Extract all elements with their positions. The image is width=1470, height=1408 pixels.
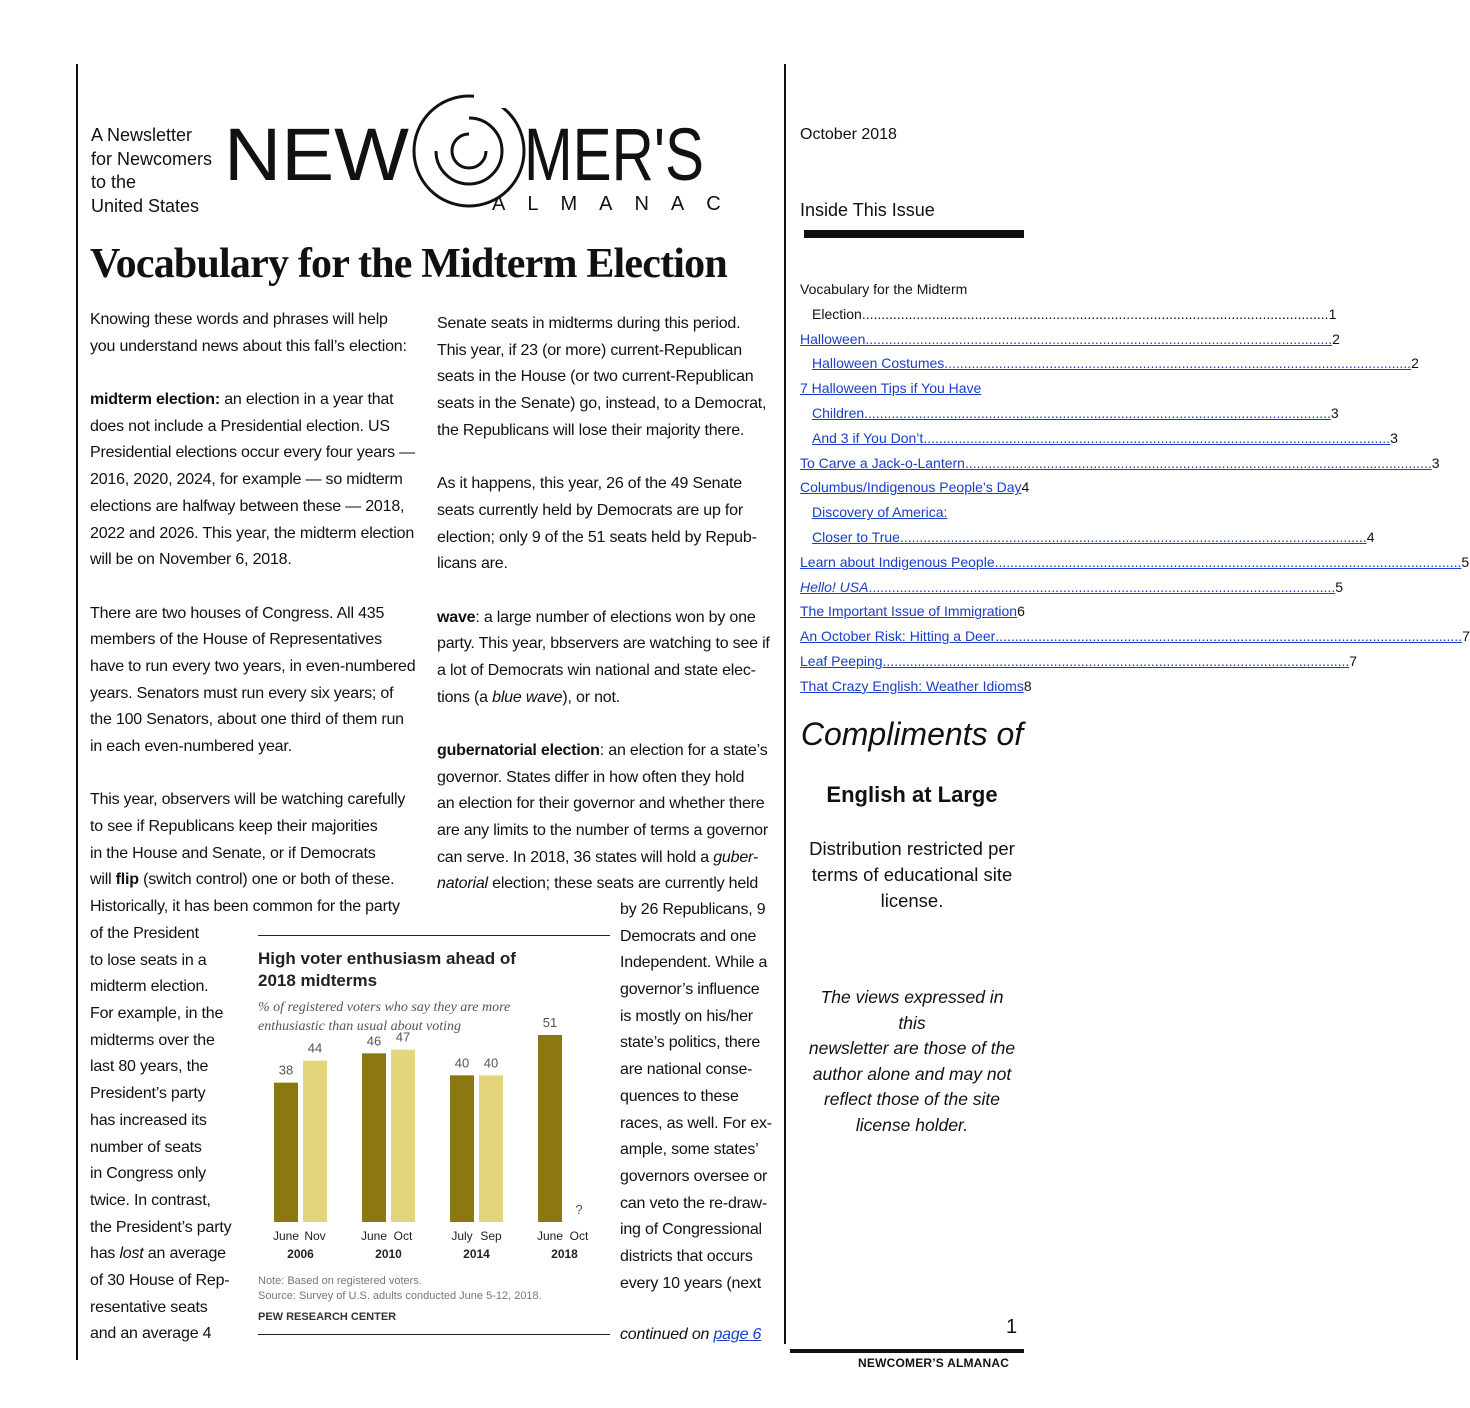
article-line: last 80 years, the: [90, 1058, 209, 1076]
table-of-contents: [800, 277, 1470, 699]
left-column-rule: [76, 64, 78, 1360]
article-line: [437, 578, 777, 605]
article-left-wrap-column: [90, 921, 240, 1348]
toc-item-page: 3: [1330, 404, 1339, 421]
toc-item[interactable]: [800, 674, 1032, 699]
chart-tick-label: Sep: [480, 1229, 502, 1243]
toc-item[interactable]: [800, 525, 1375, 550]
logo-subtext: ALMANAC: [492, 193, 743, 215]
toc-item: [800, 302, 1337, 327]
article-line: ample, some states’: [620, 1141, 759, 1159]
article-line: will be on November 6, 2018.: [90, 551, 292, 569]
toc-item-title[interactable]: An October Risk: Hitting a Deer: [800, 628, 996, 645]
toc-item-title[interactable]: Leaf Peeping: [800, 652, 883, 669]
article-line: quences to these: [620, 1087, 739, 1105]
chart-tick-label: Nov: [304, 1229, 326, 1243]
issue-date: October 2018: [800, 126, 897, 143]
toc-item-page: 1: [1328, 305, 1337, 322]
compliments-heading: Compliments of: [800, 716, 1024, 752]
svg-text:NEW: NEW: [224, 113, 410, 196]
article-line: natorial election; these seats are currently held: [437, 875, 759, 893]
chart-tick-label: June: [360, 1229, 388, 1243]
toc-item-page: 6: [1017, 603, 1025, 620]
toc-item[interactable]: [800, 327, 1340, 352]
toc-item[interactable]: [800, 599, 1025, 624]
toc-item-title[interactable]: The Important Issue of Immigration: [800, 603, 1018, 620]
toc-leader: [995, 550, 1462, 575]
toc-item-page: 4: [1366, 528, 1375, 545]
article-line: an election for their governor and whether there: [437, 795, 765, 813]
article-line: a lot of Democrats win national and state elec-: [437, 661, 756, 679]
article-line: party. This year, bbservers are watching to see if: [437, 635, 770, 653]
toc-item-title[interactable]: Closer to True: [812, 528, 900, 545]
article-line: gubernatorial election: an election for a state’s: [437, 742, 768, 759]
toc-item-title[interactable]: 7 Halloween Tips if You Have: [800, 380, 982, 397]
article-line: This year, if 23 (or more) current-Republican: [437, 341, 742, 359]
chart-data-label: 51: [542, 1015, 558, 1030]
article-line: This year, observers will be watching carefully: [90, 791, 406, 809]
article-line: to see if Republicans keep their majorities: [90, 818, 378, 836]
article-line: There are two houses of Congress. All 435: [90, 604, 385, 622]
toc-item-page: 3: [1390, 429, 1398, 446]
svg-text:MER'S: MER'S: [524, 113, 704, 196]
toc-item-page: 5: [1335, 578, 1344, 595]
article-line: [437, 444, 777, 471]
chart-bar: [391, 1050, 415, 1222]
toc-item[interactable]: [800, 475, 1030, 500]
toc-item[interactable]: [800, 401, 1339, 426]
emphasis: blue wave: [492, 688, 563, 706]
toc-leader: [868, 575, 1335, 600]
chart-group-label: 2010: [375, 1247, 402, 1261]
article-headline: Vocabulary for the Midterm Election: [90, 241, 727, 287]
toc-item-page: 7: [1349, 652, 1358, 669]
chart-tick-label: Oct: [569, 1229, 589, 1243]
article-line: [437, 711, 777, 738]
toc-item-page: 7: [1462, 628, 1470, 645]
article-line: does not include a Presidential election. US: [90, 417, 390, 435]
article-line: in each even-numbered year.: [90, 738, 292, 755]
toc-item[interactable]: [800, 649, 1358, 674]
article-line: For example, in the: [90, 1005, 224, 1023]
chart-tick-label: June: [272, 1229, 300, 1243]
article-line: Senate seats in midterms during this period.: [437, 315, 741, 332]
continued-line: [620, 1322, 780, 1349]
page-number: 1: [1006, 1316, 1018, 1338]
chart-tick-label: July: [451, 1229, 473, 1243]
inside-this-issue-title: Inside This Issue: [800, 200, 935, 220]
toc-item[interactable]: [800, 376, 1020, 401]
right-column-rule: [784, 64, 786, 1344]
toc-leader: [883, 649, 1350, 674]
article-line: [90, 761, 420, 788]
views-disclaimer: The views expressed in this newsletter are those of the author alone and may not reflect those of the site license holder.: [808, 987, 1016, 1135]
chart-group-label: 2006: [287, 1247, 314, 1261]
toc-leader: [923, 426, 1390, 451]
article-line: members of the House of Representatives: [90, 631, 382, 649]
continued-text: continued on: [620, 1326, 714, 1344]
article-line: years. Senators must run every six years; of: [90, 684, 394, 702]
article-line: can veto the re-draw-: [620, 1194, 767, 1212]
toc-leader: [995, 624, 1462, 649]
article-line: has lost an average: [90, 1245, 226, 1263]
article-line: [90, 574, 420, 601]
chart-data-label: ?: [575, 1202, 583, 1217]
toc-item[interactable]: [800, 500, 1020, 525]
article-line: elections are halfway between these — 2018,: [90, 497, 405, 515]
article-line: the 100 Senators, about one third of them run: [90, 711, 404, 729]
article-line: of 30 House of Rep-: [90, 1271, 230, 1289]
chart-title: High voter enthusiasm ahead of 2018 midterms: [258, 949, 516, 990]
toc-item-title: Election: [812, 305, 862, 322]
chart-notes: [258, 1274, 542, 1304]
article-line: governor’s influence: [620, 981, 760, 999]
footer-name: NEWCOMER’S ALMANAC: [858, 1356, 1010, 1370]
toc-item-title[interactable]: Halloween Costumes: [812, 355, 945, 372]
toc-item-title[interactable]: Columbus/Indigenous People’s Day: [800, 479, 1022, 496]
toc-item[interactable]: [800, 575, 1344, 600]
newcomers-almanac-logo: [224, 88, 743, 218]
article-line: wave: a large number of elections won by one: [437, 608, 756, 626]
chart-data-label: 40: [483, 1055, 499, 1071]
toc-item-page: 4: [1021, 479, 1030, 496]
chart-data-label: 44: [307, 1040, 323, 1056]
inside-divider: [804, 230, 1024, 238]
chart-group-label: 2018: [551, 1247, 578, 1261]
article-line: in the House and Senate, or if Democrats: [90, 844, 376, 862]
article-line: has increased its: [90, 1111, 207, 1129]
article-line: [90, 360, 420, 387]
chart-group-label: 2014: [463, 1247, 490, 1261]
masthead-tagline: A Newsletter for Newcomers to the United States: [91, 125, 213, 216]
article-line: state’s politics, there: [620, 1034, 761, 1052]
article-line: in Congress only: [90, 1165, 206, 1183]
toc-item[interactable]: [800, 426, 1398, 451]
article-line: ing of Congressional: [620, 1221, 762, 1239]
chart-tick-label: June: [536, 1229, 564, 1243]
sponsor-name: English at Large: [826, 782, 998, 807]
chart-data-label: 40: [454, 1055, 470, 1071]
article-line: midterm election.: [90, 978, 209, 996]
article-line: governor. States differ in how often they hold: [437, 768, 745, 786]
article-line: governors oversee or: [620, 1167, 768, 1185]
article-line: the Republicans will lose their majority there.: [437, 421, 745, 439]
article-line: you understand news about this fall’s election:: [90, 337, 407, 355]
toc-item-page: 3: [1431, 454, 1440, 471]
article-line: President’s party: [90, 1085, 206, 1103]
article-line: Independent. While a: [620, 954, 768, 972]
article-line: election; only 9 of the 51 seats held by Repub-: [437, 528, 757, 546]
toc-item[interactable]: [800, 351, 1419, 376]
chart-credit: PEW RESEARCH CENTER: [258, 1311, 397, 1323]
article-line: will flip (switch control) one or both of these.: [90, 871, 395, 889]
toc-item-title[interactable]: To Carve a Jack-o-Lantern: [800, 454, 965, 471]
term: flip: [115, 871, 139, 889]
article-line: are any limits to the number of terms a governor: [437, 822, 768, 840]
toc-item-title[interactable]: Halloween: [800, 330, 866, 347]
emphasis: natorial: [437, 875, 488, 893]
article-line: by 26 Republicans, 9: [620, 901, 766, 918]
article-line: resentative seats: [90, 1298, 208, 1316]
toc-item-title[interactable]: Learn about Indigenous People: [800, 553, 995, 570]
article-right-wrap-column: [620, 897, 780, 1349]
article-line: and an average 4: [90, 1325, 212, 1343]
footer-divider: [790, 1349, 1024, 1353]
term: gubernatorial election: [437, 742, 600, 759]
toc-leader: [862, 302, 1329, 327]
term: wave: [437, 608, 476, 626]
article-line: midterms over the: [90, 1031, 215, 1049]
article-line: the President’s party: [90, 1218, 232, 1236]
chart-bar: [538, 1035, 562, 1222]
chart-subtitle: % of registered voters who say they are more enthusiastic than usual about voting: [258, 1000, 511, 1034]
article-left-column: [90, 307, 420, 921]
chart-bar: [274, 1083, 298, 1222]
chart-tick-label: Oct: [393, 1229, 413, 1243]
chart-data-label: 46: [366, 1033, 382, 1049]
term: midterm election:: [90, 391, 220, 409]
toc-item[interactable]: [800, 624, 1470, 649]
chart-note: Note: Based on registered voters.: [258, 1275, 422, 1287]
toc-item-page: 2: [1332, 330, 1340, 347]
article-line: number of seats: [90, 1138, 202, 1156]
toc-leader: [965, 451, 1432, 476]
emphasis: guber-: [713, 848, 758, 866]
toc-item-page: 5: [1461, 553, 1470, 570]
article-line: districts that occurs: [620, 1247, 753, 1265]
toc-item-title: Vocabulary for the Midterm: [800, 281, 968, 297]
article-right-column: [437, 311, 777, 898]
distribution-notice: Distribution restricted per terms of educational site license.: [809, 838, 1015, 911]
article-line: Knowing these words and phrases will help: [90, 311, 388, 328]
article-line: seats currently held by Democrats are up for: [437, 501, 744, 519]
toc-item[interactable]: [800, 451, 1440, 476]
chart-bar: [303, 1061, 327, 1222]
article-line: twice. In contrast,: [90, 1191, 211, 1209]
chart-bar: [479, 1075, 503, 1222]
article-line: seats in the House (or two current-Republican: [437, 368, 754, 386]
article-line: seats in the Senate) go, instead, to a Democrat,: [437, 395, 767, 413]
article-line: Presidential elections occur every four years —: [90, 444, 415, 462]
chart-data-label: 38: [278, 1062, 294, 1078]
article-line: Democrats and one: [620, 927, 757, 945]
toc-item[interactable]: [800, 550, 1470, 575]
toc-item-title[interactable]: And 3 if You Don’t: [812, 429, 924, 446]
enthusiasm-chart: [258, 935, 610, 1335]
article-line: 2022 and 2026. This year, the midterm election: [90, 524, 415, 542]
toc-leader: [864, 401, 1331, 426]
article-line: can serve. In 2018, 36 states will hold a guber-: [437, 848, 758, 866]
toc-leader: [944, 351, 1411, 376]
article-line: to lose seats in a: [90, 951, 207, 969]
toc-item-page: 8: [1023, 677, 1032, 694]
article-line: licans are.: [437, 555, 508, 573]
chart-bar: [362, 1053, 386, 1222]
emphasis: lost: [119, 1245, 144, 1263]
toc-item: [800, 277, 1020, 302]
article-line: 2016, 2020, 2024, for example — so midterm: [90, 471, 403, 489]
chart-bar: [450, 1075, 474, 1222]
article-line: Historically, it has been common for the party: [90, 898, 400, 916]
article-line: As it happens, this year, 26 of the 49 Senate: [437, 475, 742, 493]
toc-item-title[interactable]: Discovery of America:: [812, 504, 948, 521]
toc-item-title[interactable]: Hello! USA: [800, 578, 869, 595]
chart-data-label: 47: [395, 1029, 411, 1045]
chart-source: Source: Survey of U.S. adults conducted June 5-12, 2018.: [258, 1290, 542, 1302]
toc-item-title[interactable]: Children: [812, 404, 865, 421]
article-line: midterm election: an election in a year that: [90, 391, 394, 409]
article-line: are national conse-: [620, 1061, 753, 1079]
article-line: of the President: [90, 925, 199, 942]
chart-plot: [258, 936, 610, 1266]
toc-leader: [865, 327, 1332, 352]
toc-item-title[interactable]: That Crazy English: Weather Idioms: [800, 677, 1024, 694]
toc-item-page: 2: [1411, 355, 1419, 372]
article-line: is mostly on his/her: [620, 1007, 753, 1025]
article-line: races, as well. For ex-: [620, 1114, 772, 1132]
article-line: tions (a blue wave), or not.: [437, 688, 620, 706]
continued-page-link[interactable]: page 6: [713, 1326, 762, 1344]
article-line: every 10 years (next: [620, 1274, 761, 1292]
article-line: have to run every two years, in even-numbered: [90, 657, 416, 675]
toc-leader: [900, 525, 1367, 550]
